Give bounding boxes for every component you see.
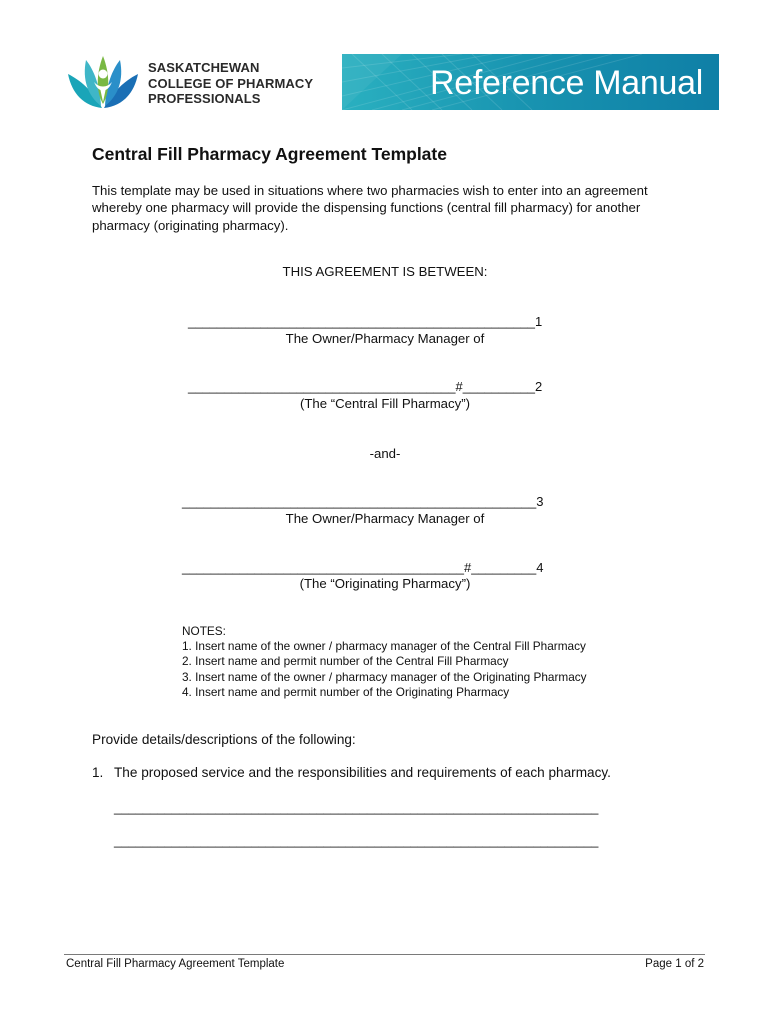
party1-blank-line[interactable]: ________________________________________________1 — [188, 314, 543, 329]
question-item — [92, 765, 611, 780]
reference-manual-banner — [342, 54, 719, 110]
org-name-line: PROFESSIONALS — [148, 91, 261, 106]
note-item: 3. Insert name of the owner / pharmacy manager of the Originating Pharmacy — [182, 669, 587, 684]
footer-document-name: Central Fill Pharmacy Agreement Template — [66, 958, 285, 970]
org-name-line: COLLEGE OF PHARMACY — [148, 75, 314, 91]
intro-paragraph: This template may be used in situations where two pharmacies wish to enter into an agreement whereby one pharmacy will provide the dispensing functions (central fill pharmacy) for another pharmacy (originating pharmacy). — [92, 183, 648, 233]
party2-blank-line[interactable]: _____________________________________#__________2 — [188, 379, 543, 394]
banner-title: Reference Manual — [429, 64, 703, 102]
answer-blank-line[interactable]: ___________________________________________________________________ — [114, 800, 599, 815]
party2-label: (The “Central Fill Pharmacy”) — [299, 396, 470, 411]
notes-section — [182, 624, 587, 700]
note-item: 2. Insert name and permit number of the Central Fill Pharmacy — [182, 654, 509, 669]
party4-blank-line[interactable]: _______________________________________#_________4 — [182, 560, 544, 575]
and-separator: -and- — [369, 446, 401, 461]
question-text: The proposed service and the responsibilities and requirements of each pharmacy. — [114, 765, 611, 780]
document-title: Central Fill Pharmacy Agreement Template — [92, 144, 447, 164]
party3-blank-line[interactable]: _________________________________________________3 — [182, 494, 544, 509]
organization-name — [148, 60, 313, 107]
footer-page-number: Page 1 of 2 — [645, 958, 704, 970]
provide-details-heading: Provide details/descriptions of the following: — [92, 732, 356, 747]
answer-blank-line[interactable]: ___________________________________________________________________ — [114, 833, 599, 848]
party4-label: (The “Originating Pharmacy”) — [299, 576, 471, 591]
agreement-between-heading: THIS AGREEMENT IS BETWEEN: — [282, 264, 488, 279]
org-name-line: SASKATCHEWAN — [148, 60, 260, 75]
note-item: 1. Insert name of the owner / pharmacy manager of the Central Fill Pharmacy — [182, 639, 586, 654]
party1-label: The Owner/Pharmacy Manager of — [285, 331, 485, 346]
note-item: 4. Insert name and permit number of the Originating Pharmacy — [182, 684, 510, 699]
lotus-person-icon — [66, 52, 140, 112]
notes-heading: NOTES: — [182, 624, 226, 638]
party3-label: The Owner/Pharmacy Manager of — [285, 511, 485, 526]
question-number: 1. — [92, 765, 104, 780]
footer-divider — [64, 954, 705, 955]
